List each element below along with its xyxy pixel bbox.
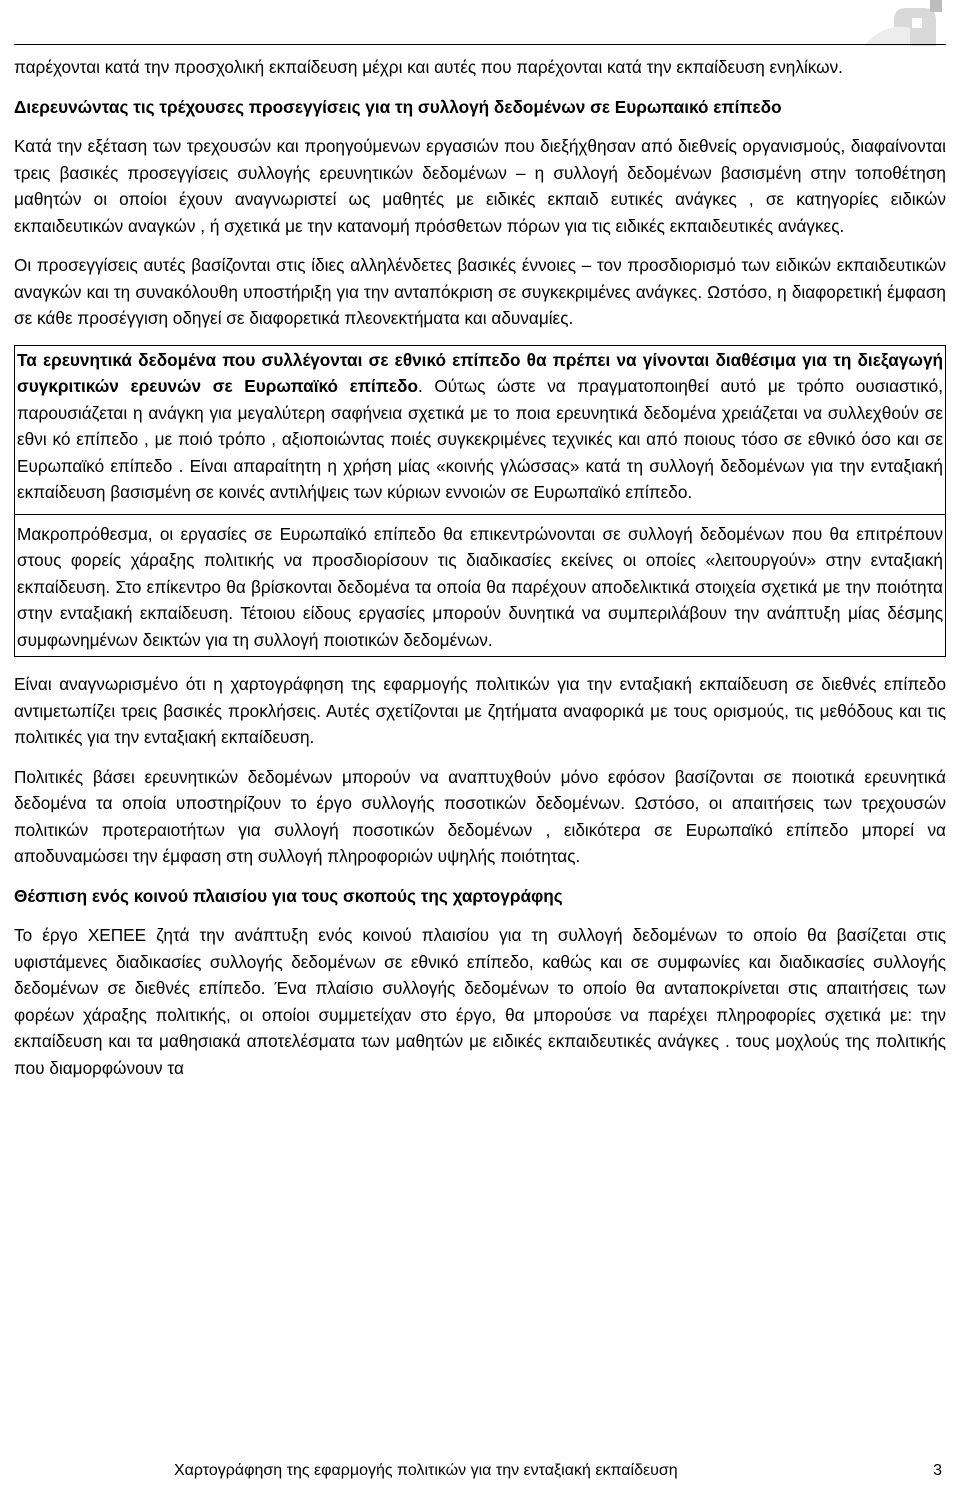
key-message-2-text: Μακροπρόθεσμα, οι εργασίες σε Ευρωπαϊκό επίπεδο θα επικεντρώνονται σε συλλογή δεδομένων που θα επιτρέπουν στους φορείς χάραξης πολιτικής να προσδιορίσουν τις διαδικασίες εκείνες οι οποίες «λειτουργούν» στην ενταξιακή εκπαίδευση. Στο επίκεντρο θα βρίσκονται δεδομένα τα οποία θα παρέχουν αποδελικτικά στοιχεία σχετικά με την ποιότητα στην ενταξιακή εκπαίδευση. Τέτοιου είδους εργασίες μπορούν δυνητικά να συμπεριλάβουν την ανάπτυξη μίας δέσμης συμφωνημένων δεικτών για τη συλλογή ποιοτικών δεδομένων. — [17, 523, 943, 650]
header-rule — [14, 44, 946, 45]
section-heading-current-approaches: Διερευνώντας τις τρέχουσες προσεγγίσεις για τη συλλογή δεδομένων σε Ευρωπαικό επίπεδο — [14, 96, 782, 117]
paragraph-intro: παρέχονται κατά την προσχολική εκπαίδευση μέχρι και αυτές που παρέχονται κατά την εκπαίδευση ενηλίκων. — [14, 57, 843, 77]
key-message-1-text — [17, 347, 943, 506]
section-heading-common-framework: Θέσπιση ενός κοινού πλαισίου για τους σκοπούς της χαρτογράφης — [14, 885, 563, 906]
document-logo-icon — [854, 0, 944, 46]
key-message-1-bold: Τα ερευνητικά δεδομένα που συλλέγονται σε εθνικό επίπεδο θα πρέπει να γίνονται διαθέσιμα για τη διεξαγωγή συγκριτικών ερευνών σε Ευρωπαϊκό επίπεδο — [17, 349, 943, 396]
paragraph-three-approaches: Κατά την εξέταση των τρεχουσών και προηγούμενων εργασιών που διεξήχθησαν από διεθνείς οργανισμούς, διαφαίνονται τρεις βασικές προσεγγίσεις συλλογής ερευνητικών δεδομένων – η συλλογή δεδομένων βασισμένη στην τοποθέτηση μαθητών οι οποίοι έχουν αναγνωριστεί ως μαθητές με ειδικές εκπαιδ ευτικές ανάγκες , σε κατηγορίες ειδικών εκπαιδευτικών αναγκών , ή σχετικά με την κατανομή πρόσθετων πόρων για τις ειδικές εκπαιδευτικές ανάγκες. — [14, 136, 946, 236]
paragraph-three-challenges: Είναι αναγνωρισμένο ότι η χαρτογράφηση της εφαρμογής πολιτικών για την ενταξιακή εκπαίδευση σε διεθνές επίπεδο αντιμετωπίζει τρεις βασικές προκλήσεις. Αυτές σχετίζονται με ζητήματα αναφορικά με τους ορισμούς, τις μεθόδους και τις πολιτικές για την ενταξιακή εκπαίδευση. — [14, 674, 946, 747]
key-message-box-2 — [14, 514, 946, 658]
footer-title: Χαρτογράφηση της εφαρμογής πολιτικών για την ενταξιακή εκπαίδευση — [174, 1462, 678, 1479]
key-message-box-1 — [14, 345, 946, 514]
page-number: 3 — [933, 1462, 942, 1479]
paragraph-approaches-concepts: Οι προσεγγίσεις αυτές βασίζονται στις ίδιες αλληλένδετες βασικές έννοιες – τον προσδιορισμό των ειδικών εκπαιδευτικών αναγκών και τη συνακόλουθη υποστήριξη για την ανταπόκριση σε συγκεκριμένες ανάγκες. Ωστόσο, η διαφορετική έμφαση σε κάθε προσέγγιση οδηγεί σε διαφορετικά πλεονεκτήματα και αδυναμίες. — [14, 255, 946, 328]
paragraph-framework: Το έργο ΧΕΠΕΕ ζητά την ανάπτυξη ενός κοινού πλαισίου για τη συλλογή δεδομένων το οποίο θα βασίζεται στις υφιστάμενες διαδικασίες συλλογής δεδομένων σε εθνικό επίπεδο, καθώς και σε συμφωνίες και διαδικασίες συλλογής δεδομένων σε διεθνές επίπεδο. Ένα πλαίσιο συλλογής δεδομένων το οποίο θα ανταποκρίνεται στις απαιτήσεις των φορέων χάραξης πολιτικής, οι οποίοι συμμετείχαν στο έργο, θα μπορούσε να παρέχει πληροφορίες σχετικά με: την εκπαίδευση και τα μαθησιακά αποτελέσματα των μαθητών με ειδικές εκπαιδευτικές ανάγκες . τους μοχλούς της πολιτικής που διαμορφώνουν τα — [14, 925, 946, 1078]
document-body — [14, 54, 946, 1094]
key-message-1-rest: . Ούτως ώστε να πραγματοποιηθεί αυτό με τρόπο ουσιαστικό, παρουσιάζεται η ανάγκη για μεγαλύτερη σαφήνεια σχετικά με το ποια ερευνητικά δεδομένα χρειάζεται να συλλεχθούν σε εθνι κό επίπεδο , με ποιό τρόπο , αξιοποιώντας ποιές συγκεκριμένες τεχνικές και από ποιους τόσο σε εθνικό όσο και σε Ευρωπαϊκό επίπεδο . Είναι απαραίτητη η χρήση μίας «κοινής γλώσσας» κατά τη συλλογή δεδομένων για την ενταξιακή εκπαίδευση βασισμένη σε κοινές αντιλήψεις των κύριων εννοιών σε Ευρωπαϊκό επίπεδο. — [17, 376, 943, 502]
paragraph-evidence-based-policy: Πολιτικές βάσει ερευνητικών δεδομένων μπορούν να αναπτυχθούν μόνο εφόσον βασίζονται σε ποιοτικά ερευνητικά δεδομένα τα οποία υποστηρίζουν το έργο συλλογής ποσοτικών δεδομένων. Ωστόσο, οι απαιτήσεις των τρεχουσών πολιτικών προτεραιοτήτων για συλλογή ποσοτικών δεδομένων , ειδικότερα σε Ευρωπαϊκό επίπεδο μπορεί να αποδυναμώσει την έμφαση στη συλλογή πληροφοριών υψηλής ποιότητας. — [14, 766, 946, 866]
